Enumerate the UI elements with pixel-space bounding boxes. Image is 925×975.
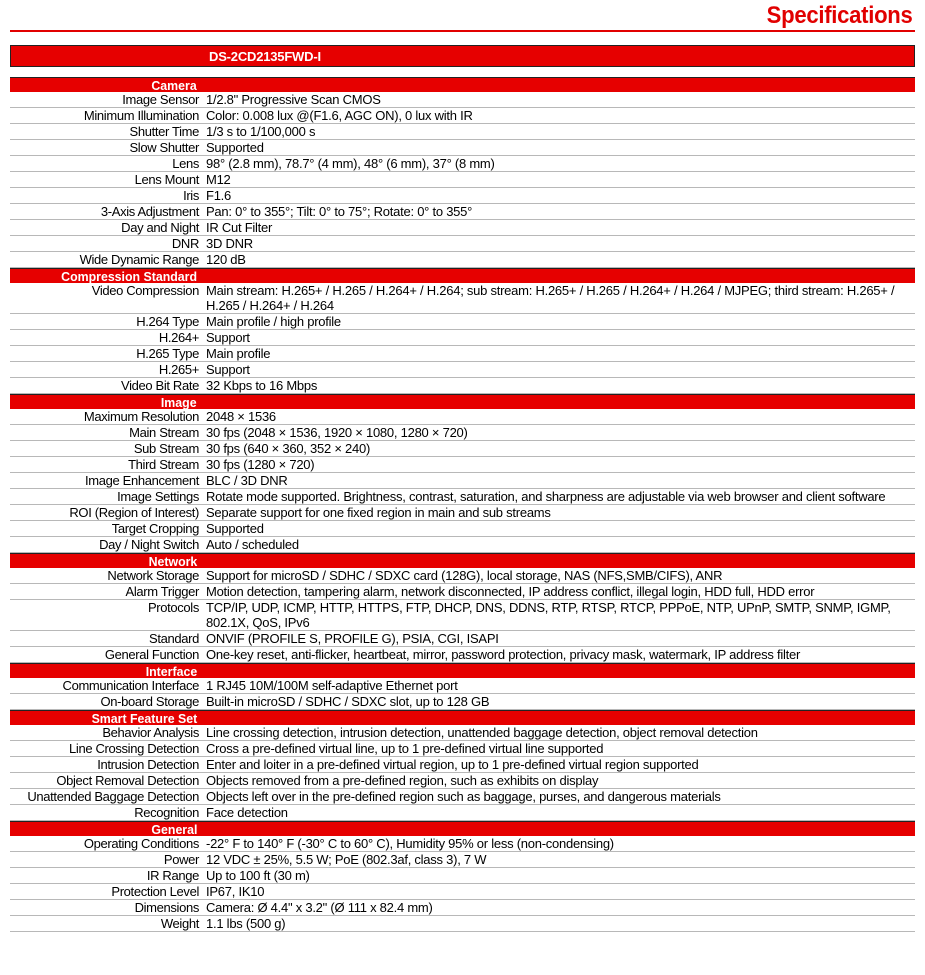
section-header [10, 663, 915, 678]
spec-label: Sub Stream [133, 441, 199, 456]
spec-row [10, 600, 915, 631]
spec-row [10, 631, 915, 647]
spec-row [10, 140, 915, 156]
section-title: Compression Standard [61, 269, 197, 284]
spec-label: Day / Night Switch [99, 537, 199, 552]
spec-row [10, 584, 915, 600]
spec-label: Image Enhancement [84, 473, 199, 488]
spec-value: Built-in microSD / SDHC / SDXC slot, up to 128 GB [206, 694, 490, 709]
spec-label: On-board Storage [100, 694, 199, 709]
spec-label: Operating Conditions [83, 836, 199, 851]
spec-value: ONVIF (PROFILE S, PROFILE G), PSIA, CGI, ISAPI [206, 631, 499, 646]
spec-label: Behavior Analysis [102, 725, 199, 740]
spec-value: Objects left over in the pre-defined region such as baggage, purses, and dangerous materials [206, 789, 721, 804]
spec-value: Color: 0.008 lux @(F1.6, AGC ON), 0 lux with IR [206, 108, 473, 123]
spec-label: Protocols [147, 600, 199, 615]
spec-label: H.264+ [158, 330, 199, 345]
spec-label: 3-Axis Adjustment [100, 204, 199, 219]
spec-row [10, 505, 915, 521]
spec-value: 1 RJ45 10M/100M self-adaptive Ethernet port [206, 678, 458, 693]
spec-label: H.265+ [158, 362, 199, 377]
spec-label: H.264 Type [136, 314, 199, 329]
spec-label: IR Range [146, 868, 199, 883]
spec-row [10, 852, 915, 868]
spec-value: IR Cut Filter [206, 220, 273, 235]
spec-value: Separate support for one fixed region in main and sub streams [206, 505, 551, 520]
spec-row [10, 378, 915, 394]
spec-row [10, 457, 915, 473]
spec-value: Cross a pre-defined virtual line, up to 1 pre-defined virtual line supported [206, 741, 604, 756]
section-header [10, 268, 915, 283]
section-header [10, 821, 915, 836]
spec-label: Slow Shutter [129, 140, 199, 155]
spec-label: Target Cropping [111, 521, 199, 536]
spec-label: Maximum Resolution [83, 409, 199, 424]
spec-value: 98° (2.8 mm), 78.7° (4 mm), 48° (6 mm), 37° (8 mm) [206, 156, 495, 171]
spec-table [10, 77, 915, 932]
spec-value: Camera: Ø 4.4" x 3.2" (Ø 111 x 82.4 mm) [206, 900, 433, 915]
spec-label: Alarm Trigger [125, 584, 199, 599]
section-title: Interface [145, 664, 197, 679]
spec-row [10, 521, 915, 537]
spec-value: Auto / scheduled [206, 537, 299, 552]
spec-label: Lens Mount [134, 172, 199, 187]
spec-row [10, 836, 915, 852]
spec-value: Supported [206, 521, 264, 536]
spec-row [10, 916, 915, 932]
spec-value: M12 [206, 172, 231, 187]
spec-value: TCP/IP, UDP, ICMP, HTTP, HTTPS, FTP, DHCP, DNS, DDNS, RTP, RTSP, RTCP, PPPoE, NTP, UPnP, SMTP, SNMP, IGMP, 802.1X, QoS, IPv6 [206, 600, 891, 630]
spec-row [10, 537, 915, 553]
spec-row [10, 283, 915, 314]
spec-row [10, 204, 915, 220]
spec-label: Unattended Baggage Detection [27, 789, 199, 804]
spec-value: 30 fps (640 × 360, 352 × 240) [206, 441, 371, 456]
spec-label: Power [163, 852, 199, 867]
title-divider [10, 30, 915, 32]
spec-label: Recognition [134, 805, 199, 820]
spec-value: 2048 × 1536 [206, 409, 276, 424]
spec-row [10, 92, 915, 108]
spec-row [10, 868, 915, 884]
page-title: Specifications [767, 2, 913, 29]
spec-row [10, 805, 915, 821]
spec-label: Weight [160, 916, 199, 931]
spec-label: Standard [149, 631, 199, 646]
spec-row [10, 568, 915, 584]
spec-row [10, 188, 915, 204]
spec-value: Support [206, 362, 250, 377]
model-header-bar [10, 45, 915, 67]
spec-value: Face detection [206, 805, 288, 820]
spec-label: Lens [172, 156, 199, 171]
spec-row [10, 884, 915, 900]
spec-label: Protection Level [111, 884, 199, 899]
spec-value: 30 fps (1280 × 720) [206, 457, 315, 472]
spec-label: Video Compression [91, 283, 199, 298]
spec-label: Day and Night [121, 220, 199, 235]
spec-row [10, 741, 915, 757]
spec-value: 30 fps (2048 × 1536, 1920 × 1080, 1280 × 720) [206, 425, 468, 440]
spec-label: Dimensions [134, 900, 199, 915]
spec-value: BLC / 3D DNR [206, 473, 288, 488]
spec-value: Main profile [206, 346, 271, 361]
spec-row [10, 789, 915, 805]
spec-row [10, 362, 915, 378]
section-title: Network [148, 554, 197, 569]
spec-row [10, 441, 915, 457]
spec-label: Iris [183, 188, 199, 203]
spec-label: Communication Interface [62, 678, 199, 693]
section-title: Image [161, 395, 197, 410]
spec-label: Video Bit Rate [121, 378, 199, 393]
spec-row [10, 473, 915, 489]
spec-row [10, 900, 915, 916]
section-title: Smart Feature Set [91, 711, 197, 726]
spec-row [10, 694, 915, 710]
spec-label: Shutter Time [129, 124, 199, 139]
spec-row [10, 236, 915, 252]
spec-value: Main stream: H.265+ / H.265 / H.264+ / H.264; sub stream: H.265+ / H.265 / H.264+ / H.264 / MJPEG; third stream: H.265+ / H.265 / H.264+ / H.264 [206, 283, 895, 313]
spec-label: Wide Dynamic Range [79, 252, 199, 267]
spec-row [10, 172, 915, 188]
spec-value: Support [206, 330, 250, 345]
spec-label: Network Storage [107, 568, 199, 583]
spec-row [10, 725, 915, 741]
spec-label: Minimum Illumination [83, 108, 199, 123]
spec-row [10, 773, 915, 789]
spec-label: ROI (Region of Interest) [69, 505, 199, 520]
spec-value: Main profile / high profile [206, 314, 341, 329]
spec-value: 1.1 lbs (500 g) [206, 916, 286, 931]
spec-label: Line Crossing Detection [69, 741, 199, 756]
spec-label: Image Settings [117, 489, 199, 504]
spec-row [10, 409, 915, 425]
spec-label: DNR [171, 236, 199, 251]
spec-label: Object Removal Detection [56, 773, 199, 788]
spec-row [10, 346, 915, 362]
spec-value: 3D DNR [206, 236, 253, 251]
spec-value: 1/3 s to 1/100,000 s [206, 124, 316, 139]
spec-value: 12 VDC ± 25%, 5.5 W; PoE (802.3af, class 3), 7 W [206, 852, 487, 867]
spec-label: Third Stream [128, 457, 199, 472]
spec-row [10, 108, 915, 124]
spec-label: Main Stream [129, 425, 199, 440]
spec-value: Up to 100 ft (30 m) [206, 868, 310, 883]
spec-value: 32 Kbps to 16 Mbps [206, 378, 318, 393]
spec-row [10, 252, 915, 268]
spec-row [10, 314, 915, 330]
spec-value: F1.6 [206, 188, 232, 203]
spec-row [10, 678, 915, 694]
spec-value: One-key reset, anti-flicker, heartbeat, mirror, password protection, privacy mask, watermark, IP address filter [206, 647, 801, 662]
section-title: Camera [151, 78, 197, 93]
spec-row [10, 757, 915, 773]
spec-value: Line crossing detection, intrusion detection, unattended baggage detection, object removal detection [206, 725, 758, 740]
spec-row [10, 220, 915, 236]
spec-value: Support for microSD / SDHC / SDXC card (128G), local storage, NAS (NFS,SMB/CIFS), ANR [206, 568, 723, 583]
spec-value: -22° F to 140° F (-30° C to 60° C), Humidity 95% or less (non-condensing) [206, 836, 614, 851]
model-number: DS-2CD2135FWD-I [209, 49, 321, 64]
section-header [10, 710, 915, 725]
spec-value: Objects removed from a pre-defined region, such as exhibits on display [206, 773, 599, 788]
spec-row [10, 330, 915, 346]
spec-value: Enter and loiter in a pre-defined virtual region, up to 1 pre-defined virtual region supported [206, 757, 699, 772]
spec-value: 120 dB [206, 252, 246, 267]
spec-row [10, 647, 915, 663]
spec-value: 1/2.8" Progressive Scan CMOS [206, 92, 381, 107]
spec-label: General Function [104, 647, 199, 662]
spec-row [10, 156, 915, 172]
section-header [10, 77, 915, 92]
spec-row [10, 425, 915, 441]
spec-label: Intrusion Detection [97, 757, 199, 772]
spec-row [10, 489, 915, 505]
section-title: General [150, 822, 197, 837]
spec-label: Image Sensor [122, 92, 199, 107]
section-header [10, 553, 915, 568]
spec-value: Supported [206, 140, 264, 155]
spec-value: IP67, IK10 [206, 884, 265, 899]
spec-row [10, 124, 915, 140]
spec-value: Pan: 0° to 355°; Tilt: 0° to 75°; Rotate: 0° to 355° [206, 204, 473, 219]
spec-value: Rotate mode supported. Brightness, contrast, saturation, and sharpness are adjustable via web browser and client software [206, 489, 886, 504]
spec-label: H.265 Type [136, 346, 199, 361]
spec-value: Motion detection, tampering alarm, network disconnected, IP address conflict, illegal login, HDD full, HDD error [206, 584, 815, 599]
section-header [10, 394, 915, 409]
